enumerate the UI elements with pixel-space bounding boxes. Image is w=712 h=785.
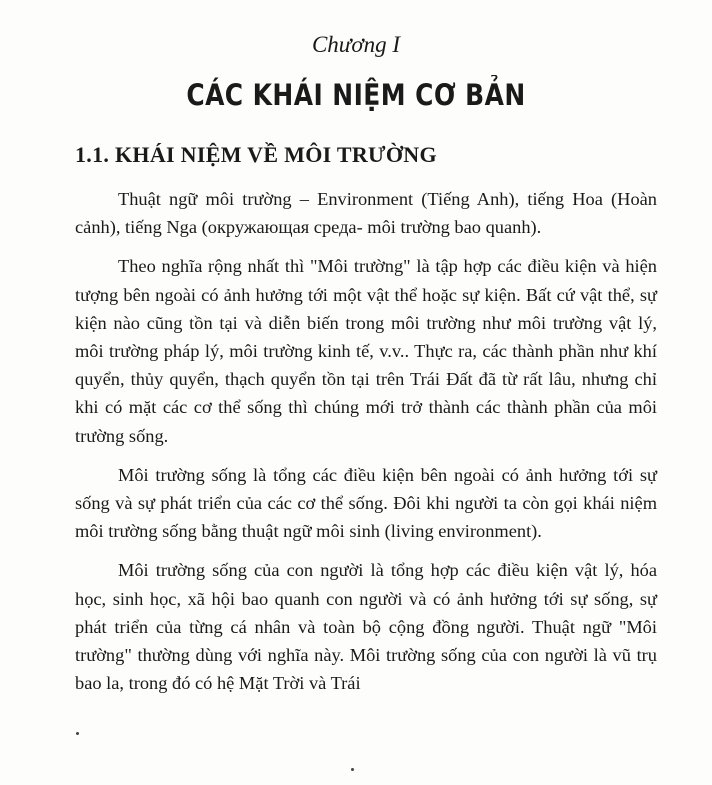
scan-speck — [351, 768, 354, 771]
paragraph-2: Theo nghĩa rộng nhất thì "Môi trường" là tập hợp các điều kiện và hiện tượng bên ngoài có ảnh hưởng tới một vật thể hoặc sự kiện. Bất cứ vật thể, sự kiện nào cũng tồn tại và diễn biến trong môi trường như môi trường vật lý, môi trường pháp lý, môi trường kinh tế, v.v.. Thực ra, các thành phần như khí quyển, thủy quyển, thạch quyển tồn tại trên Trái Đất đã từ rất lâu, nhưng chỉ khi có mặt các cơ thể sống thì chúng mới trở thành các thành phần của môi trường sống. — [75, 256, 657, 446]
paragraph-4: Môi trường sống của con người là tổng hợp các điều kiện vật lý, hóa học, sinh học, xã hội bao quanh con người và có ảnh hưởng tới sự sống, sự phát triển của từng cá nhân và toàn bộ cộng đồng người. Thuật ngữ "Môi trường" thường dùng với nghĩa này. Môi trường sống của con người là vũ trụ bao la, trong đó có hệ Mặt Trời và Trái — [75, 560, 657, 694]
chapter-title: CÁC KHÁI NIỆM CƠ BẢN — [186, 78, 526, 112]
body-text — [75, 185, 657, 697]
paragraph-1: Thuật ngữ môi trường – Environment (Tiếng Anh), tiếng Hoa (Hoàn cảnh), tiếng Nga (окружающая среда- môi trường bao quanh). — [75, 189, 657, 238]
section-heading: 1.1. KHÁI NIỆM VỀ MÔI TRƯỜNG — [75, 142, 437, 167]
paragraph-3: Môi trường sống là tổng các điều kiện bên ngoài có ảnh hưởng tới sự sống và sự phát triển của các cơ thể sống. Đôi khi người ta còn gọi khái niệm môi trường sống bằng thuật ngữ môi sinh (living environment). — [75, 464, 657, 542]
chapter-label: Chương I — [311, 32, 401, 57]
scan-speck — [76, 732, 79, 735]
